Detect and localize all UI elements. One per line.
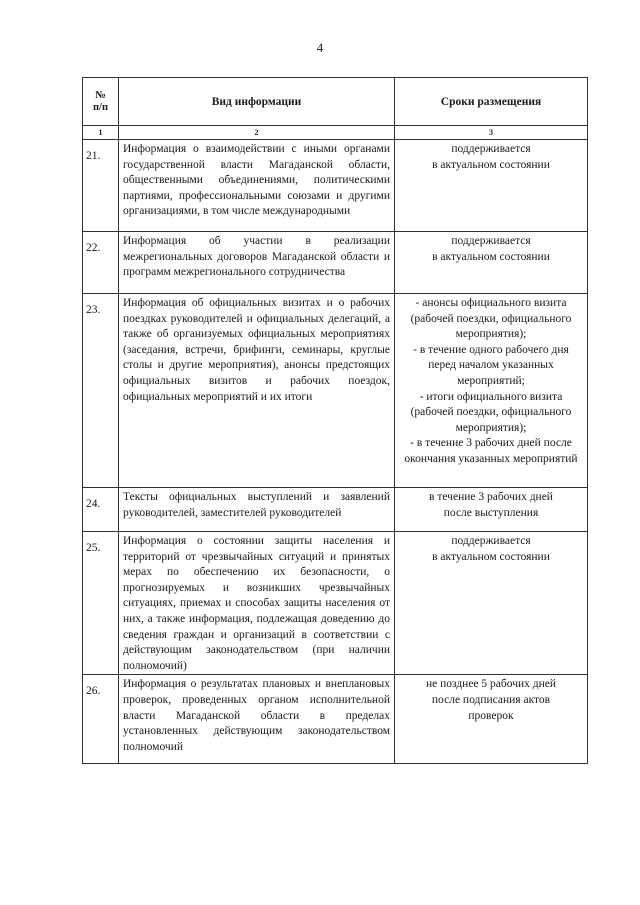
row-info-type: Информация о состоянии защиты населения и территорий от чрезвычайных ситуаций и принятых мерах по обеспечению их безопасности, о прогнозируемых и возникших чрезвычайных ситуациях, приемах и способах защиты населения от них, а также информация, подлежащая доведению до сведения граждан и организаций в соответствии с действующим законодательством (при наличии полномочий): [119, 532, 395, 675]
column-index: 2: [119, 126, 395, 140]
row-number: 24.: [83, 488, 119, 532]
row-terms: не позднее 5 рабочих дней после подписания актов проверок: [395, 675, 588, 764]
table-header-row: [83, 78, 588, 126]
row-info-type: Информация о взаимодействии с иными органами государственной власти Магаданской области, общественными объединениями, политическими партиями, профессиональными союзами и другими организациями, в том числе международными: [119, 140, 395, 232]
row-number: 22.: [83, 232, 119, 294]
row-number: 23.: [83, 294, 119, 488]
row-terms: поддерживается в актуальном состоянии: [395, 232, 588, 294]
row-terms: в течение 3 рабочих дней после выступления: [395, 488, 588, 532]
table-row: [83, 532, 588, 675]
table-row: [83, 294, 588, 488]
header-number: № п/п: [83, 78, 119, 126]
row-terms: поддерживается в актуальном состоянии: [395, 140, 588, 232]
column-index: 1: [83, 126, 119, 140]
column-index-row: [83, 126, 588, 140]
row-terms: поддерживается в актуальном состоянии: [395, 532, 588, 675]
column-index: 3: [395, 126, 588, 140]
row-info-type: Информация об официальных визитах и о рабочих поездках руководителей и официальных делегаций, а также об организуемых официальных мероприятиях (заседания, встречи, брифинги, семинары, круглые столы и другие мероприятия), анонсы предстоящих официальных визитов и рабочих поездок, официальных мероприятий и их итоги: [119, 294, 395, 488]
row-number: 25.: [83, 532, 119, 675]
table-row: [83, 140, 588, 232]
row-terms: - анонсы официального визита (рабочей поездки, официального мероприятия); - в течение одного рабочего дня перед началом указанных мероприятий; - итоги официального визита (рабочей поездки, официального мероприятия); - в течение 3 рабочих дней после окончания указанных мероприятий: [395, 294, 588, 488]
row-number: 21.: [83, 140, 119, 232]
row-number: 26.: [83, 675, 119, 764]
row-info-type: Тексты официальных выступлений и заявлений руководителей, заместителей руководителей: [119, 488, 395, 532]
information-table: [82, 77, 588, 764]
row-info-type: Информация об участии в реализации межрегиональных договоров Магаданской области и программ межрегионального сотрудничества: [119, 232, 395, 294]
table-row: [83, 232, 588, 294]
page-number: 4: [316, 40, 324, 55]
header-info-type: Вид информации: [119, 78, 395, 126]
header-terms: Сроки размещения: [395, 78, 588, 126]
table-row: [83, 488, 588, 532]
table-row: [83, 675, 588, 764]
row-info-type: Информация о результатах плановых и внеплановых проверок, проведенных органом исполнительной власти Магаданской области в пределах установленных действующим законодательством полномочий: [119, 675, 395, 764]
